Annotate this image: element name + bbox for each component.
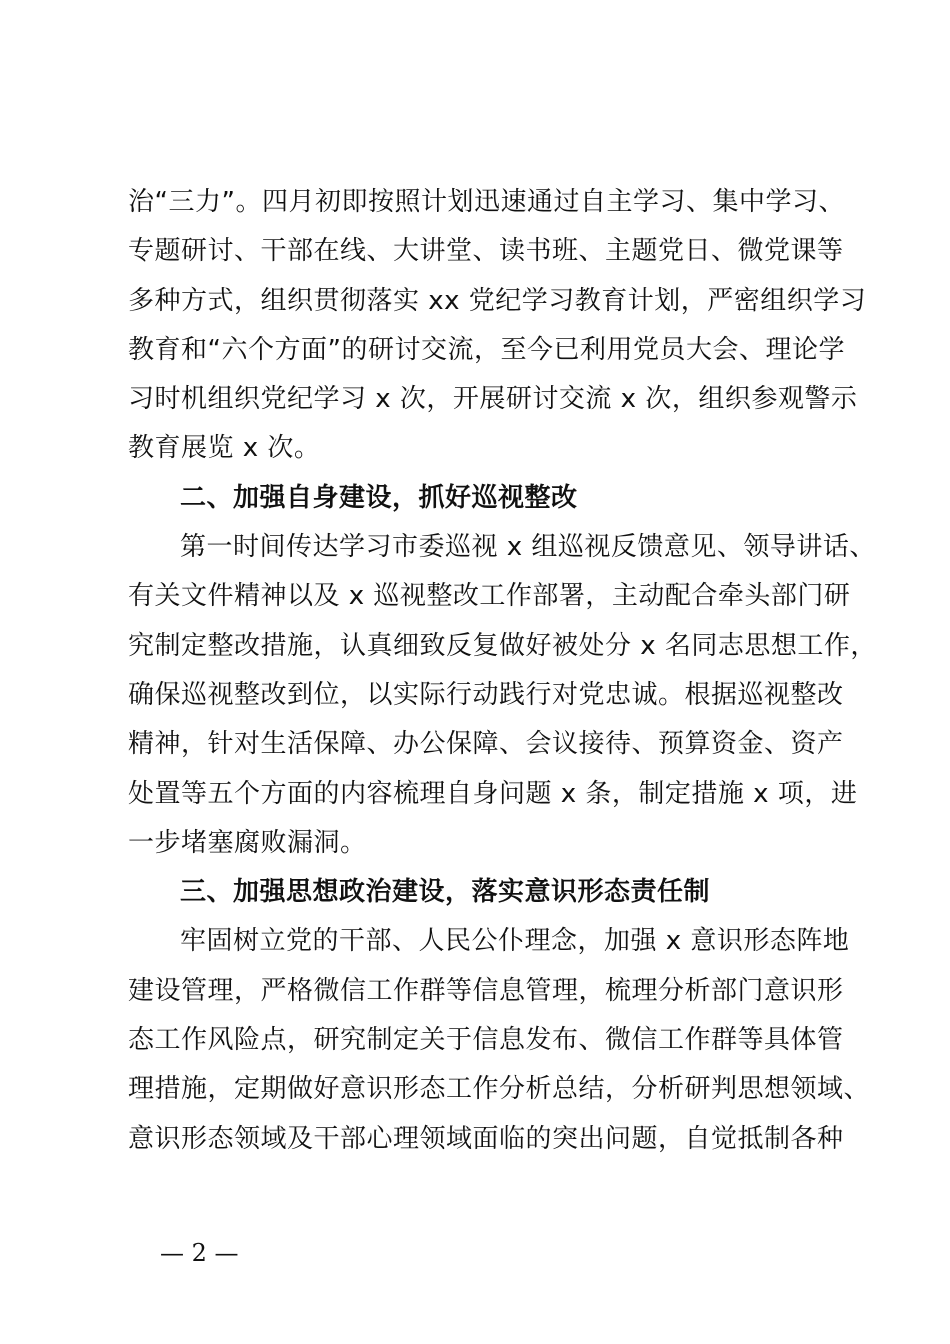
section-heading-3: 三、加强思想政治建设，落实意识形态责任制: [180, 877, 711, 908]
page-number: — 2 —: [160, 1239, 239, 1267]
paragraph-line: 确保巡视整改到位，以实际行动践行对党忠诚。根据巡视整改: [128, 679, 844, 710]
document-body: [128, 178, 877, 1164]
section-heading-2: 二、加强自身建设，抓好巡视整改: [180, 482, 578, 513]
paragraph-line: 意识形态领域及干部心理领域面临的突出问题，自觉抵制各种: [128, 1123, 844, 1154]
paragraph-line: 究制定整改措施，认真细致反复做好被处分 x 名同志思想工作，: [128, 630, 877, 661]
paragraph-line: 第一时间传达学习市委巡视 x 组巡视反馈意见、领导讲话、: [180, 532, 876, 563]
paragraph-line: 多种方式，组织贯彻落实 xx 党纪学习教育计划，严密组织学习: [128, 285, 867, 316]
paragraph-line: 牢固树立党的干部、人民公仆理念，加强 x 意识形态阵地: [180, 926, 850, 957]
paragraph-line: 治“三力”。四月初即按照计划迅速通过自主学习、集中学习、: [128, 187, 845, 217]
paragraph-line: 理措施，定期做好意识形态工作分析总结，分析研判思想领域、: [128, 1074, 871, 1105]
paragraph-line: 教育和“六个方面”的研讨交流，至今已利用党员大会、理论学: [128, 334, 845, 365]
paragraph-line: 精神，针对生活保障、办公保障、会议接待、预算资金、资产: [128, 729, 844, 760]
paragraph-line: 习时机组织党纪学习 x 次，开展研讨交流 x 次，组织参观警示: [128, 384, 858, 415]
paragraph-line: 教育展览 x 次。: [128, 433, 321, 464]
paragraph-line: 专题研讨、干部在线、大讲堂、读书班、主题党日、微党课等: [128, 236, 844, 267]
paragraph-line: 有关文件精神以及 x 巡视整改工作部署，主动配合牵头部门研: [128, 581, 851, 612]
paragraph-line: 处置等五个方面的内容梳理自身问题 x 条，制定措施 x 项，进: [128, 778, 858, 809]
paragraph-line: 态工作风险点，研究制定关于信息发布、微信工作群等具体管: [128, 1025, 844, 1056]
paragraph-line: 建设管理，严格微信工作群等信息管理，梳理分析部门意识形: [128, 975, 844, 1006]
paragraph-line: 一步堵塞腐败漏洞。: [128, 827, 367, 858]
